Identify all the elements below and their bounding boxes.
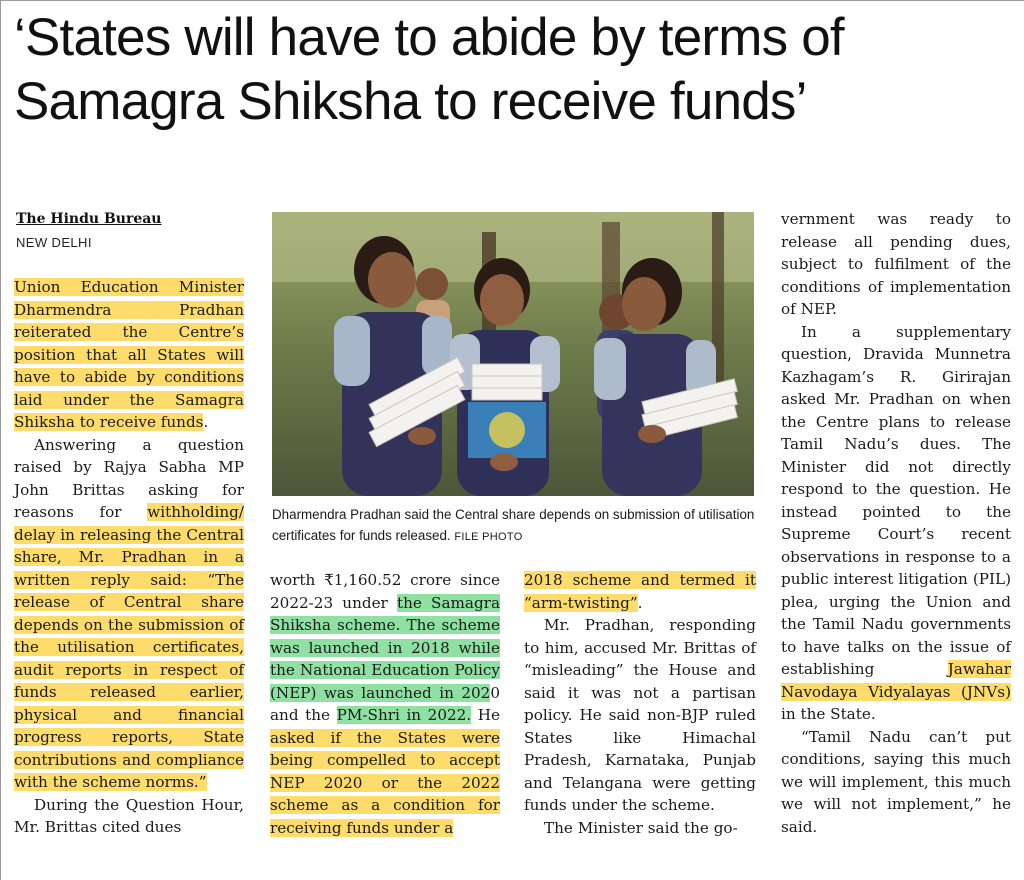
byline: The Hindu Bureau [16,211,162,227]
paragraph-9: In a supplementary question, Dravida Munnetra Kazhagam’s R. Girirajan asked Mr. Pradhan on when the Centre plans to release Tamil Nadu’s dues. The Minister did not directly respond to the question. He instead pointed to the Supreme Court’s recent observations in response to a public interest litigation (PIL) plea, urging the Union and the Tamil Nadu governments to have talks on the issue of establishing Jawahar Navodaya Vidyalayas (JNVs) in the State. [781,322,1011,723]
paragraph-3: During the Question Hour, Mr. Brittas cited dues [14,795,244,836]
paragraph-2: Answering a question raised by Rajya Sabha MP John Brittas asking for reasons for withholding/ delay in releasing the Central share, Mr. Pradhan in a written reply said: “The release of Central share depends on the submission of the utilisation certificates, audit reports in respect of funds released earlier, physical and financial progress reports, State contributions and compliance with the scheme norms.” [14,435,244,791]
headline: ‘States will have to abide by terms of Samagra Shiksha to receive funds’ [14,8,844,131]
paragraph-1: Union Education Minister Dharmendra Pradhan reiterated the Centre’s position that all States will have to abide by conditions laid under the Samagra Shiksha to receive funds. [14,278,244,431]
highlight-green: the Samagra Shiksha scheme. The scheme was launched in 2018 while the National Education Policy (NEP) was launched in 202 [270,593,501,702]
news-photo [272,212,754,496]
paragraph-5: 2018 scheme and termed it “arm-twisting”. [524,571,756,612]
photo-credit: FILE PHOTO [454,531,523,543]
article-column-2 [270,569,500,839]
article-column-4 [781,208,1011,838]
highlight-yellow: 2018 scheme and termed it “arm-twisting” [524,571,756,612]
article-column-3 [524,569,756,839]
dateline: NEW DELHI [16,235,92,250]
paragraph-10: “Tamil Nadu can’t put conditions, saying this much we will implement, this much we will not implement,” he said. [781,727,1011,836]
left-border [0,0,1,880]
paragraph-6: Mr. Pradhan, responding to him, accused Mr. Brittas of “misleading” the House and said it was not a partisan policy. He said non-BJP ruled States like Himachal Pradesh, Karnataka, Punjab and Telangana were getting funds under the scheme. [524,616,756,814]
paragraph-7: The Minister said the go- [544,818,738,837]
paragraph-4: worth ₹1,160.52 crore since 2022-23 under the Samagra Shiksha scheme. The scheme was launched in 2018 while the National Education Policy (NEP) was launched in 2020 and the PM-Shri in 2022. He asked if the States were being compelled to accept NEP 2020 or the 2022 scheme as a condition for receiving funds under a [270,571,501,837]
top-border [0,0,1024,1]
highlight-green: PM-Shri in 2022. [336,706,472,724]
photo-caption: Dharmendra Pradhan said the Central share depends on submission of utilisation certificates for funds released. FILE PHOTO [272,507,755,543]
highlight-yellow: withholding/ delay in releasing the Central share, Mr. Pradhan in a written reply said: “The release of Central share depends on the submission of the utilisation certificates, audit reports in respect of funds released earlier, physical and financial progress reports, State contributions and compliance with the scheme norms.” [14,503,244,791]
article-column-1 [14,276,244,839]
highlight-yellow: asked if the States were being compelled to accept NEP 2020 or the 2022 scheme as a condition for receiving funds under a [270,728,500,837]
highlight-yellow: Jawahar Navodaya Vidyalayas (JNVs) [781,660,1011,701]
highlight-yellow: Union Education Minister Dharmendra Pradhan reiterated the Centre’s position that all States will have to abide by conditions laid under the Samagra Shiksha to receive funds [14,278,244,431]
paragraph-8: vernment was ready to release all pending dues, subject to fulfilment of the conditions of implementation of NEP. [781,210,1011,318]
students-with-books-photo [272,212,754,496]
